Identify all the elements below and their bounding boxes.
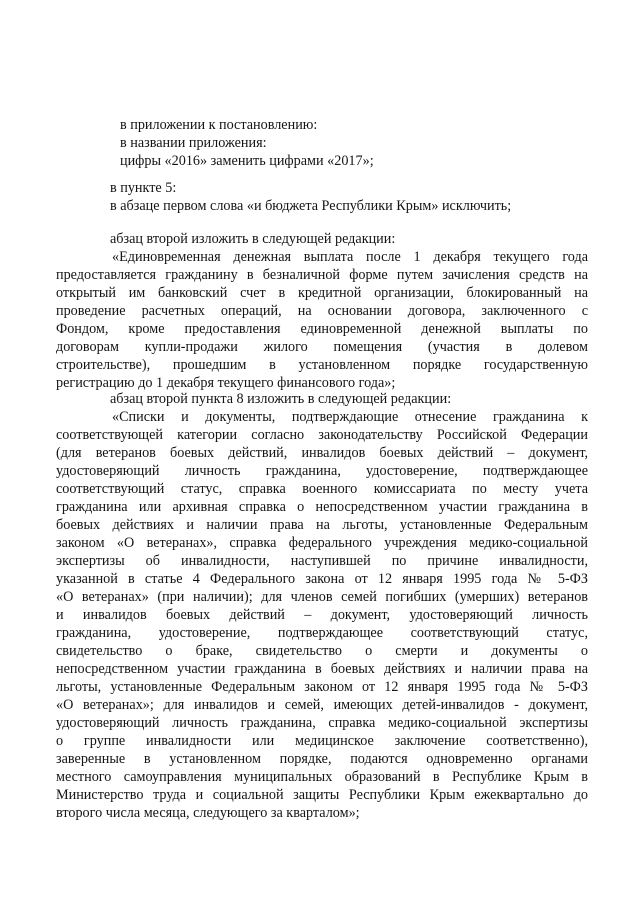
text-line: непосредственном участии гражданина в боевых действиях и наличии права на: [56, 661, 588, 677]
text-line: «О ветеранах»; для инвалидов и семей, имеющих детей-инвалидов - документ,: [56, 697, 588, 713]
section-point-5: [110, 179, 588, 215]
text-line: предоставляется гражданину в безналичной форме путем зачисления средств на: [56, 267, 588, 283]
text-line: гражданина или архивная справка о непосредственном участии гражданина в: [56, 499, 588, 515]
section-3-intro: [110, 230, 588, 248]
section-4-paragraph: [56, 408, 588, 822]
text-line: в абзаце первом слова «и бюджета Республики Крым» исключить;: [110, 198, 512, 214]
text-line: соответствующий статус, справка военного комиссариата по месту учета: [56, 481, 588, 497]
text-line: цифры «2016» заменить цифрами «2017»;: [120, 153, 374, 169]
text-line: «Списки и документы, подтверждающие отнесение гражданина к: [112, 409, 588, 425]
text-line: соответствующей категории согласно законодательству Российской Федерации: [56, 427, 588, 443]
text-line: договорам купли-продажи жилого помещения (участия в долевом: [56, 339, 588, 355]
text-line: и инвалидов боевых действий – документ, удостоверяющий личность: [56, 607, 588, 623]
text-line: законом «О ветеранах», справка федерального учреждения медико-социальной: [56, 535, 588, 551]
text-line: боевых действиях и наличии права на льготы, установленные Федеральным: [56, 517, 588, 533]
text-line: удостоверяющий личность гражданина, справка медико-социальной экспертизы: [56, 715, 588, 731]
text-line: абзац второй пункта 8 изложить в следующей редакции:: [110, 391, 452, 407]
text-line: в названии приложения:: [120, 135, 267, 151]
text-line: в пункте 5:: [110, 180, 177, 196]
text-line: удостоверяющий личность гражданина, удостоверение, подтверждающее: [56, 463, 588, 479]
text-line: Фондом, кроме предоставления единовременной денежной выплаты по: [56, 321, 588, 337]
text-line: указанной в статье 4 Федерального закона от 12 января 1995 года № 5-ФЗ: [56, 571, 588, 587]
text-line: о группе инвалидности или медицинское заключение соответственно),: [56, 733, 588, 749]
text-line: льготы, установленные Федеральным законом от 12 января 1995 года № 5-ФЗ: [56, 679, 588, 695]
text-line: гражданина, удостоверение, подтверждающее соответствующий статус,: [56, 625, 588, 641]
text-line: Министерство труда и социальной защиты Республики Крым ежеквартально до: [56, 787, 588, 803]
text-line: регистрацию до 1 декабря текущего финансового года»;: [56, 375, 396, 391]
text-line: строительстве), прошедшим в установленном порядке государственную: [56, 357, 588, 373]
text-line: (для ветеранов боевых действий, инвалидов боевых действий – документ,: [56, 445, 588, 461]
text-line: абзац второй изложить в следующей редакции:: [110, 231, 396, 247]
text-line: второго числа месяца, следующего за кварталом»;: [56, 805, 360, 821]
section-3-paragraph: [56, 248, 588, 392]
text-line: свидетельство о браке, свидетельство о смерти и документы о: [56, 643, 588, 659]
text-line: проведение расчетных операций, на основании договора, заключенного с: [56, 303, 588, 319]
text-line: открытый им банковский счет в кредитной организации, блокированный на: [56, 285, 588, 301]
text-line: заверенные в установленном порядке, подаются одновременно органами: [56, 751, 588, 767]
text-line: «О ветеранах» (при наличии); для членов семей погибших (умерших) ветеранов: [56, 589, 588, 605]
section-4-intro: [110, 390, 588, 408]
text-line: местного самоуправления муниципальных образований в Республике Крым в: [56, 769, 588, 785]
text-line: экспертизы об инвалидности, наступившей по причине инвалидности,: [56, 553, 588, 569]
section-appendix: [110, 116, 588, 170]
text-line: в приложении к постановлению:: [120, 117, 318, 133]
text-line: «Единовременная денежная выплата после 1 декабря текущего года: [112, 249, 588, 265]
